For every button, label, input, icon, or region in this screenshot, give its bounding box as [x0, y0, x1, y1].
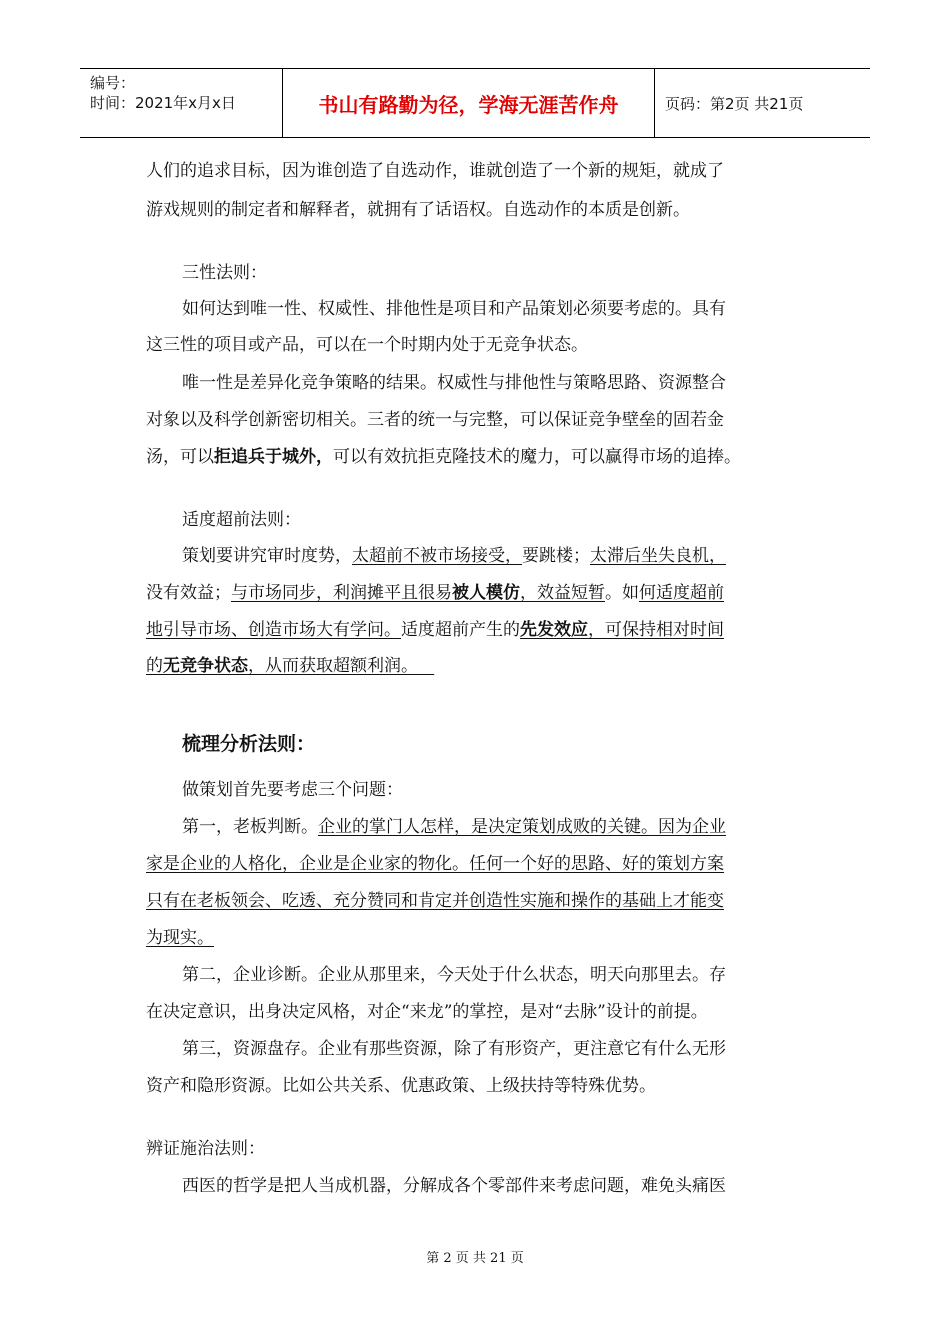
underlined-text: 太滞后坐失良机，: [590, 546, 726, 566]
paragraph-line: [182, 545, 726, 567]
section-heading-shuli: 梳理分析法则：: [182, 733, 316, 755]
underlined-text: ，效益短暂: [520, 583, 605, 603]
header-meta-cell: [80, 69, 283, 137]
section-title-shidu: 适度超前法则：: [182, 510, 301, 530]
paragraph-line: 人们的追求目标，因为谁创造了自选动作，谁就创造了一个新的规矩，就成了: [146, 161, 724, 181]
text-run: 要跳楼；: [522, 546, 590, 566]
underlined-space: [418, 656, 434, 676]
paragraph-line: [146, 619, 724, 641]
underlined-text: 的: [146, 656, 163, 676]
paragraph-line: 如何达到唯一性、权威性、排他性是项目和产品策划必须要考虑的。具有: [182, 299, 726, 319]
underlined-text: 太超前不被市场接受，: [352, 546, 522, 566]
paragraph-line: [182, 816, 726, 838]
paragraph-line: 做策划首先要考虑三个问题：: [182, 780, 403, 800]
document-number-label: 编号：: [90, 74, 136, 92]
bold-text: 拒追兵于城外，: [214, 447, 333, 467]
header-page-info: 页码：第2页 共21页: [665, 94, 804, 113]
text-run: 第一，老板判断。: [182, 817, 318, 837]
paragraph-line: [146, 655, 434, 677]
bold-underlined-text: 被人模仿: [452, 583, 520, 603]
text-run: 汤，可以: [146, 447, 214, 467]
page-footer: 第 2 页 共 21 页: [426, 1251, 524, 1266]
section-title-sanxing: 三性法则：: [182, 263, 267, 283]
text-run: 适度超前产生的: [401, 620, 520, 640]
underlined-text: 与市场同步，利润摊平且很易: [231, 583, 452, 603]
paragraph-line: 只有在老板领会、吃透、充分赞同和肯定并创造性实施和操作的基础上才能变: [146, 891, 724, 911]
paragraph-line: 游戏规则的制定者和解释者，就拥有了话语权。自选动作的本质是创新。: [146, 200, 690, 220]
underlined-text: 何适度超前: [639, 583, 724, 603]
bold-underlined-text: 无竞争状态: [163, 656, 248, 676]
underlined-text: ，可保持相对时间: [588, 620, 724, 640]
text-run: 。如: [605, 583, 639, 603]
text-run: 没有效益；: [146, 583, 231, 603]
paragraph-line: [146, 582, 724, 604]
paragraph-line: 这三性的项目或产品，可以在一个时期内处于无竞争状态。: [146, 335, 588, 355]
paragraph-line: 西医的哲学是把人当成机器，分解成各个零部件来考虑问题，难免头痛医: [182, 1176, 726, 1196]
underlined-text: ，从而获取超额利润。: [248, 656, 418, 676]
underlined-text: 企业的掌门人怎样，是决定策划成败的关键。因为企业: [318, 817, 726, 837]
header-motto: 书山有路勤为径，学海无涯苦作舟: [283, 69, 655, 137]
paragraph-line: 对象以及科学创新密切相关。三者的统一与完整，可以保证竞争壁垒的固若金: [146, 410, 724, 430]
paragraph-line: 唯一性是差异化竞争策略的结果。权威性与排他性与策略思路、资源整合: [182, 373, 726, 393]
underlined-text: 地引导市场、创造市场大有学问。: [146, 620, 401, 640]
paragraph-line: 为现实。: [146, 928, 214, 948]
text-run: 策划要讲究审时度势，: [182, 546, 352, 566]
paragraph-line: 第二，企业诊断。企业从那里来，今天处于什么状态，明天向那里去。存: [182, 965, 726, 985]
text-run: 可以有效抗拒克隆技术的魔力，可以赢得市场的追捧。: [333, 447, 741, 467]
header-table: [80, 68, 870, 138]
section-title-bianzheng: 辨证施治法则：: [146, 1139, 265, 1159]
paragraph-line: 家是企业的人格化，企业是企业家的物化。任何一个好的思路、好的策划方案: [146, 854, 724, 874]
paragraph-line: [146, 446, 741, 468]
paragraph-line: 第三，资源盘存。企业有那些资源，除了有形资产，更注意它有什么无形: [182, 1039, 726, 1059]
document-date-label: 时间：2021年x月x日: [90, 94, 236, 112]
bold-underlined-text: 先发效应: [520, 620, 588, 640]
paragraph-line: 资产和隐形资源。比如公共关系、优惠政策、上级扶持等特殊优势。: [146, 1076, 656, 1096]
paragraph-line: 在决定意识，出身决定风格，对企“来龙”的掌控，是对“去脉”设计的前提。: [146, 1002, 708, 1022]
